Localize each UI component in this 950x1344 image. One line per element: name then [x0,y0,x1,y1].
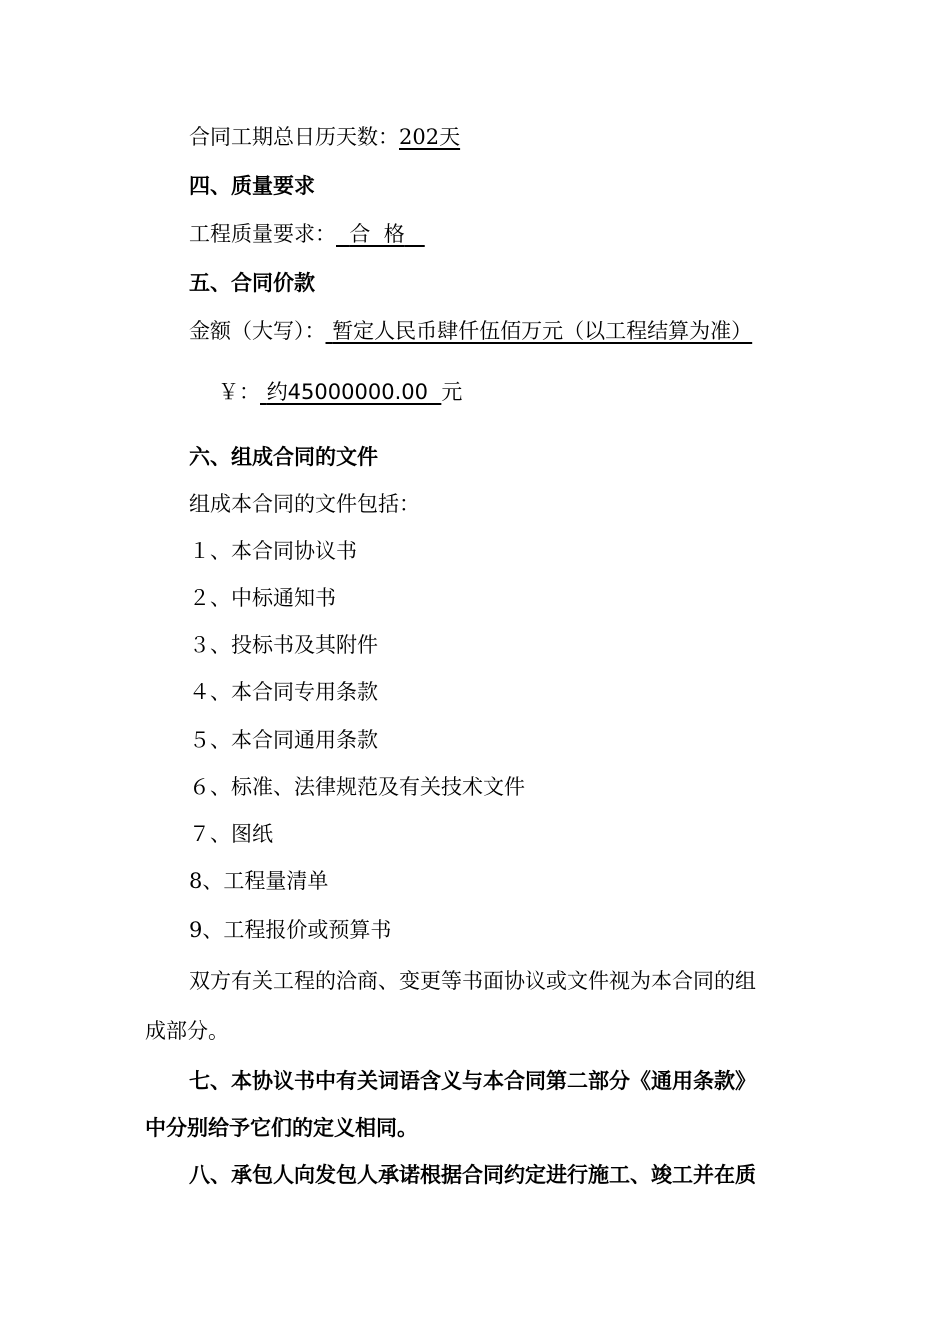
list-item: ２、中标通知书 [189,586,336,610]
duration-line [189,123,460,151]
section6-intro: 组成本合同的文件包括： [189,492,420,516]
quality-line [189,220,425,248]
yen-unit: 元 [441,380,463,404]
list-item: ５、本合同通用条款 [189,728,378,752]
section6-closing-line2: 成部分。 [145,1019,229,1043]
list-item: 8、工程量清单 [189,869,329,893]
yen-label: ￥： [218,380,260,404]
section8-line1: 八、承包人向发包人承诺根据合同约定进行施工、竣工并在质 [189,1162,756,1187]
list-item: 9、工程报价或预算书 [189,918,392,942]
list-item: ７、图纸 [189,822,273,846]
list-item: ３、投标书及其附件 [189,633,378,657]
list-item: ６、标准、法律规范及有关技术文件 [189,775,525,799]
amount-line [189,317,752,345]
section7-line2: 中分别给予它们的定义相同。 [145,1115,418,1140]
section6-closing-line1: 双方有关工程的洽商、变更等书面协议或文件视为本合同的组 [189,969,756,993]
list-item: １、本合同协议书 [189,539,357,563]
amount-value: 暂定人民币肆仟伍佰万元（以工程结算为准） [332,319,753,343]
amount-label: 金额（大写）： [189,319,326,343]
quality-label: 工程质量要求： [189,222,336,246]
duration-value: 202天 [399,125,461,149]
section6-heading: 六、组成合同的文件 [189,444,378,469]
yen-value: 约45000000.00 [266,380,428,404]
section5-heading: 五、合同价款 [189,270,315,295]
list-item: ４、本合同专用条款 [189,680,378,704]
yen-line [218,378,462,406]
duration-label: 合同工期总日历天数： [189,125,399,149]
section7-line1: 七、本协议书中有关词语含义与本合同第二部分《通用条款》 [189,1068,756,1093]
quality-value: 合 格 [349,222,405,246]
section4-heading: 四、质量要求 [189,173,315,198]
